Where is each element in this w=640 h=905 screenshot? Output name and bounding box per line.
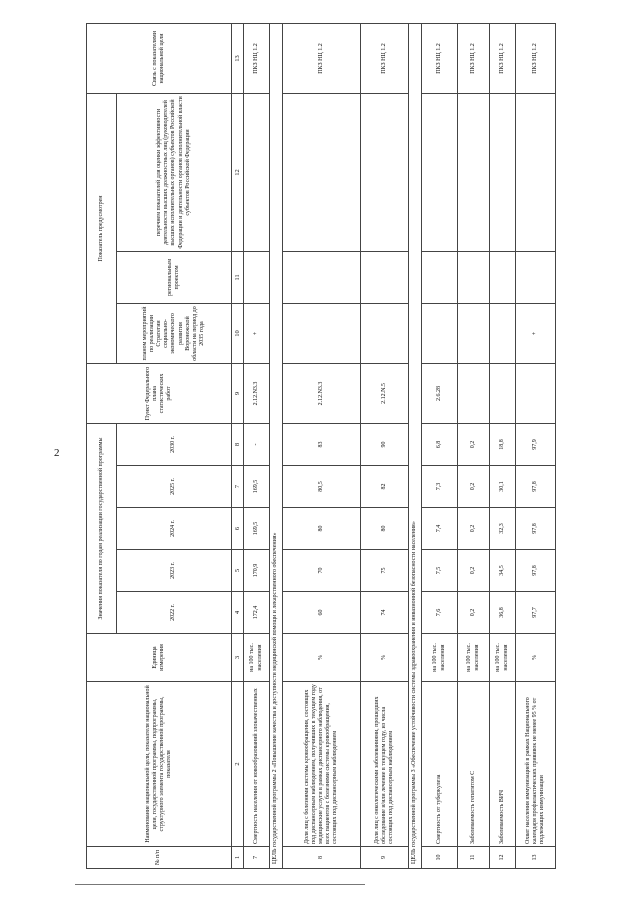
cell-value: 0,2	[458, 466, 490, 508]
cell-strategy	[361, 304, 409, 364]
cell-name: Заболеваемость гепатитом С	[458, 682, 490, 847]
footer-rule	[75, 884, 365, 885]
cell-value: 18,8	[490, 424, 516, 466]
cell-value: 7,4	[422, 508, 458, 550]
cell-value: 80,5	[283, 466, 361, 508]
cell-value: 60	[283, 592, 361, 634]
cell-value: 170,9	[244, 550, 270, 592]
cell-name: Смертность от туберкулеза	[422, 682, 458, 847]
cell-name: Смертность населения от новообразований злокачественных	[244, 682, 270, 847]
table-row	[422, 24, 458, 869]
rotated-table-area	[86, 24, 596, 869]
cell-strategy	[458, 304, 490, 364]
cell-plan: 2.12.N.5	[361, 364, 409, 424]
column-number: 6	[232, 508, 244, 550]
cell-value: 75	[361, 550, 409, 592]
cell-value: 97,8	[516, 466, 556, 508]
column-number: 9	[232, 364, 244, 424]
cell-link: ПКЗ НЦ 1.2	[244, 24, 270, 94]
header-year: 2023 г.	[117, 550, 232, 592]
cell-link: ПКЗ НЦ 1.2	[361, 24, 409, 94]
section-title: ЦЕЛЬ государственной программы 3 «Обеспечение устойчивости системы здравоохранения и инвазионной безопасности населения»	[409, 24, 422, 869]
cell-name: Доля лиц с онкологическими заболеваниями, прошедших обследование и/или лечение в текущем году, из числа состоящих под диспансерным наблюдением	[361, 682, 409, 847]
cell-value: 80	[283, 508, 361, 550]
table-row	[283, 24, 361, 869]
cell-strategy	[422, 304, 458, 364]
cell-value: 30,1	[490, 466, 516, 508]
cell-value: 32,3	[490, 508, 516, 550]
section-row	[270, 24, 283, 869]
cell-decree	[361, 94, 409, 252]
column-number-row	[232, 24, 244, 869]
column-number: 2	[232, 682, 244, 847]
column-number: 4	[232, 592, 244, 634]
cell-num: 12	[490, 847, 516, 869]
cell-value: 83	[283, 424, 361, 466]
header-projects: региональным проектом	[117, 252, 232, 304]
cell-num: 13	[516, 847, 556, 869]
cell-decree	[422, 94, 458, 252]
cell-plan	[458, 364, 490, 424]
header-decree: перечнем показателей для оценки эффективности деятельности высших должностных лиц (руководителей высших исполнительных органов) субъектов Российской Федерации и деятельности органов исполнительной власти субъектов Российской Федерации	[117, 94, 232, 252]
cell-unit: %	[516, 634, 556, 682]
cell-value: 0,2	[458, 550, 490, 592]
column-number: 10	[232, 304, 244, 364]
cell-decree	[490, 94, 516, 252]
cell-plan: 2.6.28	[422, 364, 458, 424]
cell-num: 9	[361, 847, 409, 869]
cell-value: 97,9	[516, 424, 556, 466]
cell-unit: на 100 тыс. населения	[458, 634, 490, 682]
page-number: 2	[54, 447, 60, 459]
header-unit: Единица измерения	[87, 634, 232, 682]
section-title: ЦЕЛЬ государственной программы 2 «Повышение качества и доступности медицинской помощи и лекарственного обеспечения»	[270, 24, 283, 869]
header-name: Наименование национальной цели, показателя национальной цели, государственной программы, подпрограммы, структурного элемента государственной программы, показателя	[87, 682, 232, 847]
cell-link: ПКЗ НЦ 1.2	[283, 24, 361, 94]
table-row	[361, 24, 409, 869]
header-strategy: планом мероприятий по реализации Стратегии социально-экономического развития Воронежской области на период до 2035 года	[117, 304, 232, 364]
cell-value: 90	[361, 424, 409, 466]
cell-name: Заболеваемость ВИЧ	[490, 682, 516, 847]
cell-project	[244, 252, 270, 304]
cell-unit: на 100 тыс. населения	[422, 634, 458, 682]
cell-value: 82	[361, 466, 409, 508]
cell-value: 80	[361, 508, 409, 550]
cell-value: 7,5	[422, 550, 458, 592]
table-row	[244, 24, 270, 869]
cell-num: 10	[422, 847, 458, 869]
cell-link: ПКЗ НЦ 1.2	[422, 24, 458, 94]
cell-link: ПКЗ НЦ 1.2	[490, 24, 516, 94]
column-number: 13	[232, 24, 244, 94]
cell-unit: на 100 тыс. населения	[490, 634, 516, 682]
cell-decree	[244, 94, 270, 252]
column-number: 12	[232, 94, 244, 252]
cell-value: 0,2	[458, 424, 490, 466]
column-number: 8	[232, 424, 244, 466]
cell-value: 7,6	[422, 592, 458, 634]
cell-project	[361, 252, 409, 304]
cell-value: 6,8	[422, 424, 458, 466]
cell-plan	[490, 364, 516, 424]
cell-strategy: +	[516, 304, 556, 364]
cell-decree	[458, 94, 490, 252]
cell-name: Доля лиц с болезнями системы кровообращения, состоящих под диспансерным наблюдением, получивших в текущем году медицинские услуги в рамках диспансерного наблюдения, от всех пациентов с болезнями системы кровообращения, состоящих под диспансерным наблюдением	[283, 682, 361, 847]
cell-value: 172,4	[244, 592, 270, 634]
cell-project	[283, 252, 361, 304]
cell-unit: %	[361, 634, 409, 682]
header-link: Связь с показателями национальной цели	[87, 24, 232, 94]
column-number: 5	[232, 550, 244, 592]
cell-value: 7,3	[422, 466, 458, 508]
header-plan-item: Пункт Федерального плана статистических работ	[87, 364, 232, 424]
cell-num: 8	[283, 847, 361, 869]
table-row	[490, 24, 516, 869]
column-number: 11	[232, 252, 244, 304]
cell-plan: 2.12.N3.3	[283, 364, 361, 424]
cell-decree	[516, 94, 556, 252]
cell-project	[458, 252, 490, 304]
section-row	[409, 24, 422, 869]
cell-value: 36,8	[490, 592, 516, 634]
cell-value: 169,5	[244, 508, 270, 550]
cell-value: 169,5	[244, 466, 270, 508]
header-year: 2022 г.	[117, 592, 232, 634]
cell-value: 70	[283, 550, 361, 592]
cell-unit: %	[283, 634, 361, 682]
cell-decree	[283, 94, 361, 252]
header-year: 2030 г.	[117, 424, 232, 466]
cell-value: 74	[361, 592, 409, 634]
cell-value: -	[244, 424, 270, 466]
cell-name: Охват населения иммунизацией в рамках Национального календаря профилактических прививок не менее 95 % от подлежащих иммунизации	[516, 682, 556, 847]
cell-strategy	[490, 304, 516, 364]
column-number: 7	[232, 466, 244, 508]
table-row	[516, 24, 556, 869]
header-values-group: Значения показателя по годам реализации государственной программы	[87, 424, 117, 634]
cell-project	[422, 252, 458, 304]
cell-link: ПКЗ НЦ 1.2	[516, 24, 556, 94]
cell-project	[516, 252, 556, 304]
cell-value: 0,2	[458, 592, 490, 634]
cell-plan: 2.12.N3.3	[244, 364, 270, 424]
cell-link: ПКЗ НЦ 1.2	[458, 24, 490, 94]
header-year: 2024 г.	[117, 508, 232, 550]
header-indicator-group: Показатель предусмотрен	[87, 94, 117, 364]
cell-value: 97,8	[516, 508, 556, 550]
header-num: № п/п	[87, 847, 232, 869]
column-number: 3	[232, 634, 244, 682]
cell-value: 97,7	[516, 592, 556, 634]
column-number: 1	[232, 847, 244, 869]
indicators-table	[86, 23, 556, 869]
cell-value: 97,8	[516, 550, 556, 592]
cell-num: 11	[458, 847, 490, 869]
table-body	[244, 24, 556, 869]
cell-num: 7	[244, 847, 270, 869]
table-row	[458, 24, 490, 869]
cell-project	[490, 252, 516, 304]
cell-value: 0,2	[458, 508, 490, 550]
cell-strategy: +	[244, 304, 270, 364]
cell-plan	[516, 364, 556, 424]
cell-value: 34,5	[490, 550, 516, 592]
header-year: 2025 г.	[117, 466, 232, 508]
cell-unit: на 100 тыс. населения	[244, 634, 270, 682]
cell-strategy	[283, 304, 361, 364]
